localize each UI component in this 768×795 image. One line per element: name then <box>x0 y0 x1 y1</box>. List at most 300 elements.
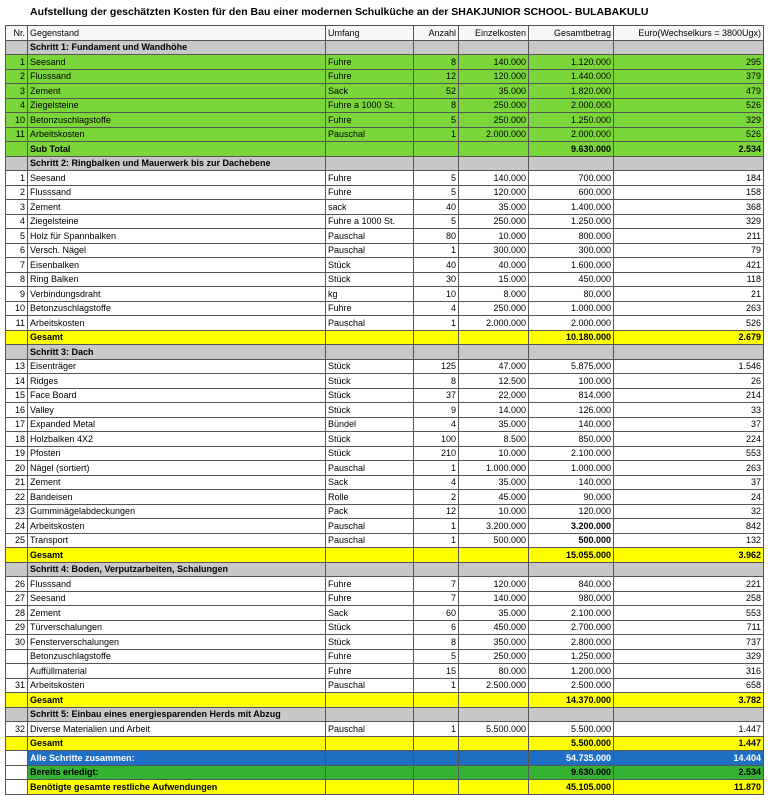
cell-unit: Stück <box>326 446 414 461</box>
cell-qty: 4 <box>414 417 459 432</box>
table-row <box>6 229 764 244</box>
cell-unit: Pauschal <box>326 722 414 737</box>
cell-qty: 125 <box>414 359 459 374</box>
cell-qty: 8 <box>414 55 459 70</box>
cell-nr <box>6 664 28 679</box>
cell-unit <box>326 765 414 780</box>
table-row <box>6 635 764 650</box>
cell-total: 500.000 <box>529 533 614 548</box>
cell-unit: Stück <box>326 374 414 389</box>
cell-total: 100.000 <box>529 374 614 389</box>
cell-nr: 27 <box>6 591 28 606</box>
cell-unit-cost: 140.000 <box>459 55 529 70</box>
cell-total: 1.200.000 <box>529 664 614 679</box>
cell-nr <box>6 330 28 345</box>
cell-qty: 1 <box>414 127 459 142</box>
table-row <box>6 606 764 621</box>
table-row <box>6 388 764 403</box>
cell-unit-cost: 35.000 <box>459 475 529 490</box>
grand-total-row <box>6 751 764 766</box>
cell-qty: 5 <box>414 185 459 200</box>
cell-item: Versch. Nägel <box>28 243 326 258</box>
cell-euro: 842 <box>614 519 764 534</box>
cell-total <box>529 156 614 171</box>
cell-nr <box>6 345 28 360</box>
cell-euro: 711 <box>614 620 764 635</box>
cell-item: Zement <box>28 606 326 621</box>
table-row <box>6 301 764 316</box>
cell-nr: 1 <box>6 55 28 70</box>
cell-total: 2.800.000 <box>529 635 614 650</box>
cell-qty: 6 <box>414 620 459 635</box>
cell-euro: 214 <box>614 388 764 403</box>
cell-euro <box>614 345 764 360</box>
cell-qty: 5 <box>414 113 459 128</box>
cell-nr: 20 <box>6 461 28 476</box>
cell-item: Arbeitskosten <box>28 678 326 693</box>
cell-total: 1.250.000 <box>529 113 614 128</box>
cell-qty: 1 <box>414 722 459 737</box>
cell-euro: 263 <box>614 301 764 316</box>
cell-item: Gesamt <box>28 736 326 751</box>
cell-total: 1.250.000 <box>529 649 614 664</box>
cell-item: Benötigte gesamte restliche Aufwendungen <box>28 780 326 795</box>
cell-item: Ziegelsteine <box>28 98 326 113</box>
cell-unit: Pauschal <box>326 316 414 331</box>
cell-item: Holz für Spannbalken <box>28 229 326 244</box>
cell-nr: 18 <box>6 432 28 447</box>
cell-euro: 479 <box>614 84 764 99</box>
cell-qty: 12 <box>414 504 459 519</box>
cell-unit <box>326 562 414 577</box>
cell-total: 300.000 <box>529 243 614 258</box>
cell-nr: 6 <box>6 243 28 258</box>
cell-item: Transport <box>28 533 326 548</box>
cell-item: Arbeitskosten <box>28 519 326 534</box>
cell-nr: 24 <box>6 519 28 534</box>
cell-euro <box>614 562 764 577</box>
cell-unit <box>326 142 414 157</box>
cell-unit-cost: 140.000 <box>459 171 529 186</box>
cell-total: 2.700.000 <box>529 620 614 635</box>
cell-euro: 3.782 <box>614 693 764 708</box>
header-row <box>6 26 764 41</box>
cell-euro <box>614 707 764 722</box>
cell-unit-cost: 45.000 <box>459 490 529 505</box>
cell-euro <box>614 40 764 55</box>
cell-qty <box>414 330 459 345</box>
cell-total: 700.000 <box>529 171 614 186</box>
table-row <box>6 185 764 200</box>
cell-qty <box>414 156 459 171</box>
cell-unit-cost: 140.000 <box>459 591 529 606</box>
total-row <box>6 330 764 345</box>
cell-total <box>529 40 614 55</box>
cell-item: Zement <box>28 84 326 99</box>
cell-euro: 2.534 <box>614 765 764 780</box>
cell-unit-cost <box>459 548 529 563</box>
cell-total: 15.055.000 <box>529 548 614 563</box>
cell-total: 5.875.000 <box>529 359 614 374</box>
cell-euro: 329 <box>614 214 764 229</box>
cell-unit: Sack <box>326 475 414 490</box>
cell-qty: 80 <box>414 229 459 244</box>
table-row <box>6 243 764 258</box>
cell-qty: 40 <box>414 258 459 273</box>
cell-unit: Fuhre a 1000 St. <box>326 214 414 229</box>
cell-unit: Stück <box>326 272 414 287</box>
cell-item: Expanded Metal <box>28 417 326 432</box>
cell-qty: 210 <box>414 446 459 461</box>
cell-euro: 737 <box>614 635 764 650</box>
cell-euro: 526 <box>614 98 764 113</box>
cell-unit: Stück <box>326 388 414 403</box>
table-row <box>6 591 764 606</box>
cell-unit-cost: 80.000 <box>459 664 529 679</box>
cell-item: Gegenstand <box>28 26 326 41</box>
cell-unit-cost <box>459 736 529 751</box>
cell-unit-cost: 250.000 <box>459 649 529 664</box>
cell-item: Flusssand <box>28 69 326 84</box>
cell-total: 2.000.000 <box>529 127 614 142</box>
cell-total: 1.820.000 <box>529 84 614 99</box>
cell-item: Schritt 5: Einbau eines energiesparenden Herds mit Abzug <box>28 707 326 722</box>
cell-euro: 24 <box>614 490 764 505</box>
cell-nr: 32 <box>6 722 28 737</box>
cell-nr: Nr. <box>6 26 28 41</box>
cell-total: 1.600.000 <box>529 258 614 273</box>
cell-qty: 1 <box>414 243 459 258</box>
cell-qty: 1 <box>414 519 459 534</box>
cell-total: 2.500.000 <box>529 678 614 693</box>
cell-unit <box>326 345 414 360</box>
cell-euro: 329 <box>614 113 764 128</box>
cell-total <box>529 562 614 577</box>
cell-total: 3.200.000 <box>529 519 614 534</box>
completed-row <box>6 765 764 780</box>
cell-unit: Umfang <box>326 26 414 41</box>
cell-unit: Pauschal <box>326 519 414 534</box>
cell-item: Flusssand <box>28 577 326 592</box>
total-row <box>6 548 764 563</box>
section-header-row <box>6 40 764 55</box>
cell-euro: 224 <box>614 432 764 447</box>
table-row <box>6 533 764 548</box>
cell-qty: 5 <box>414 171 459 186</box>
cell-unit: Fuhre <box>326 185 414 200</box>
table-row <box>6 359 764 374</box>
cell-qty <box>414 736 459 751</box>
table-row <box>6 374 764 389</box>
table-row <box>6 316 764 331</box>
cell-nr: 2 <box>6 185 28 200</box>
cell-item: Alle Schritte zusammen: <box>28 751 326 766</box>
cell-qty: 37 <box>414 388 459 403</box>
cell-unit <box>326 736 414 751</box>
table-row <box>6 200 764 215</box>
table-row <box>6 620 764 635</box>
cell-nr: 11 <box>6 127 28 142</box>
total-row <box>6 693 764 708</box>
cell-euro: 3.962 <box>614 548 764 563</box>
cell-nr <box>6 736 28 751</box>
cell-unit: Fuhre <box>326 69 414 84</box>
cell-euro: 11.870 <box>614 780 764 795</box>
cell-unit-cost: 250.000 <box>459 214 529 229</box>
cell-nr: 23 <box>6 504 28 519</box>
cell-euro: 37 <box>614 475 764 490</box>
cell-total: 9.630.000 <box>529 765 614 780</box>
cell-euro: 1.447 <box>614 736 764 751</box>
cell-item: Auffüllmaterial <box>28 664 326 679</box>
cell-nr: 22 <box>6 490 28 505</box>
cell-unit-cost: 12.500 <box>459 374 529 389</box>
cell-item: Zement <box>28 200 326 215</box>
cell-item: Betonzuschlagstoffe <box>28 113 326 128</box>
cell-euro: 158 <box>614 185 764 200</box>
cell-item: Schritt 3: Dach <box>28 345 326 360</box>
cell-total: 2.100.000 <box>529 446 614 461</box>
cell-euro: 421 <box>614 258 764 273</box>
cell-item: Valley <box>28 403 326 418</box>
cell-total: 1.250.000 <box>529 214 614 229</box>
cell-item: Bereits erledigt: <box>28 765 326 780</box>
cell-qty: 52 <box>414 84 459 99</box>
cell-item: Gumminägelabdeckungen <box>28 504 326 519</box>
cell-unit <box>326 156 414 171</box>
cell-qty <box>414 40 459 55</box>
table-row <box>6 98 764 113</box>
cell-total: 80.000 <box>529 287 614 302</box>
cell-nr: 21 <box>6 475 28 490</box>
cell-unit: Pauschal <box>326 533 414 548</box>
cell-qty: 8 <box>414 635 459 650</box>
cell-unit-cost: 8.000 <box>459 287 529 302</box>
cell-unit-cost <box>459 330 529 345</box>
cell-total: 54.735.000 <box>529 751 614 766</box>
cell-euro: 14.404 <box>614 751 764 766</box>
cell-euro: 526 <box>614 316 764 331</box>
cell-total: 1.400.000 <box>529 200 614 215</box>
cell-unit: Fuhre <box>326 664 414 679</box>
table-row <box>6 69 764 84</box>
cell-unit-cost: 10.000 <box>459 446 529 461</box>
cell-euro: 79 <box>614 243 764 258</box>
cell-total: 2.000.000 <box>529 98 614 113</box>
cell-euro: 26 <box>614 374 764 389</box>
cell-unit: Fuhre a 1000 St. <box>326 98 414 113</box>
cell-unit-cost: 250.000 <box>459 98 529 113</box>
cell-item: Ziegelsteine <box>28 214 326 229</box>
table-row <box>6 664 764 679</box>
cell-euro: 316 <box>614 664 764 679</box>
cell-total: 120.000 <box>529 504 614 519</box>
cell-unit: Fuhre <box>326 171 414 186</box>
cell-total: 126.000 <box>529 403 614 418</box>
cell-nr: 10 <box>6 301 28 316</box>
cell-qty: 7 <box>414 591 459 606</box>
cell-item: Schritt 2: Ringbalken und Mauerwerk bis zur Dachebene <box>28 156 326 171</box>
cell-total: 2.000.000 <box>529 316 614 331</box>
cell-unit: kg <box>326 287 414 302</box>
cell-qty <box>414 562 459 577</box>
cell-euro: 118 <box>614 272 764 287</box>
cell-nr: 25 <box>6 533 28 548</box>
table-row <box>6 519 764 534</box>
cell-unit-cost: 10.000 <box>459 229 529 244</box>
cell-nr: 8 <box>6 272 28 287</box>
cell-unit: Stück <box>326 620 414 635</box>
cell-unit-cost: 250.000 <box>459 113 529 128</box>
cell-item: Diverse Materialien und Arbeit <box>28 722 326 737</box>
cell-total: 140.000 <box>529 417 614 432</box>
cost-table <box>5 25 764 795</box>
cell-unit: Fuhre <box>326 55 414 70</box>
cell-euro: 526 <box>614 127 764 142</box>
table-row <box>6 490 764 505</box>
cell-total: 5.500.000 <box>529 736 614 751</box>
cell-item: Schritt 1: Fundament und Wandhöhe <box>28 40 326 55</box>
cell-unit <box>326 693 414 708</box>
cell-euro: 211 <box>614 229 764 244</box>
cell-nr: 7 <box>6 258 28 273</box>
table-row <box>6 446 764 461</box>
cell-nr <box>6 548 28 563</box>
cell-euro: 379 <box>614 69 764 84</box>
cell-nr <box>6 693 28 708</box>
cell-total: 800.000 <box>529 229 614 244</box>
cell-item: Arbeitskosten <box>28 316 326 331</box>
cell-euro: 221 <box>614 577 764 592</box>
cell-qty: 7 <box>414 577 459 592</box>
cell-item: Zement <box>28 475 326 490</box>
cell-euro: 1.546 <box>614 359 764 374</box>
cell-nr: 19 <box>6 446 28 461</box>
cell-qty: Anzahl <box>414 26 459 41</box>
cell-euro: 258 <box>614 591 764 606</box>
cell-nr: 16 <box>6 403 28 418</box>
cell-unit-cost: 8.500 <box>459 432 529 447</box>
cell-unit <box>326 707 414 722</box>
cell-item: Seesand <box>28 171 326 186</box>
cell-unit-cost: 120.000 <box>459 577 529 592</box>
cell-nr: 29 <box>6 620 28 635</box>
cell-nr: 30 <box>6 635 28 650</box>
cell-item: Gesamt <box>28 330 326 345</box>
table-row <box>6 577 764 592</box>
cell-unit-cost: 22.000 <box>459 388 529 403</box>
cell-qty <box>414 548 459 563</box>
cell-euro: 33 <box>614 403 764 418</box>
cell-qty: 8 <box>414 98 459 113</box>
cell-euro: 37 <box>614 417 764 432</box>
cell-item: Flusssand <box>28 185 326 200</box>
cell-item: Face Board <box>28 388 326 403</box>
cell-nr <box>6 40 28 55</box>
cell-qty <box>414 345 459 360</box>
cell-nr: 11 <box>6 316 28 331</box>
table-row <box>6 461 764 476</box>
table-row <box>6 678 764 693</box>
cell-euro: 32 <box>614 504 764 519</box>
cell-total: Gesamtbetrag <box>529 26 614 41</box>
cell-unit: Stück <box>326 403 414 418</box>
table-row <box>6 417 764 432</box>
table-row <box>6 649 764 664</box>
table-row <box>6 127 764 142</box>
cell-unit-cost: 35.000 <box>459 606 529 621</box>
cell-unit-cost: 3.200.000 <box>459 519 529 534</box>
cell-item: Ring Balken <box>28 272 326 287</box>
cell-nr <box>6 156 28 171</box>
cell-total: 1.440.000 <box>529 69 614 84</box>
cell-qty: 100 <box>414 432 459 447</box>
cell-item: Eisenbalken <box>28 258 326 273</box>
cell-unit-cost <box>459 562 529 577</box>
cell-nr: 4 <box>6 214 28 229</box>
table-row <box>6 722 764 737</box>
cell-total: 450.000 <box>529 272 614 287</box>
cell-unit: Sack <box>326 84 414 99</box>
cell-item: Seesand <box>28 55 326 70</box>
cell-unit-cost: 10.000 <box>459 504 529 519</box>
cell-total: 1.000.000 <box>529 301 614 316</box>
cell-nr: 3 <box>6 84 28 99</box>
cell-unit-cost: 450.000 <box>459 620 529 635</box>
cell-qty: 1 <box>414 316 459 331</box>
table-row <box>6 272 764 287</box>
cell-total: 5.500.000 <box>529 722 614 737</box>
cell-unit-cost: 5.500.000 <box>459 722 529 737</box>
cell-unit: Pack <box>326 504 414 519</box>
cell-qty: 40 <box>414 200 459 215</box>
cell-item: Sub Total <box>28 142 326 157</box>
cell-euro: 295 <box>614 55 764 70</box>
cell-euro: Euro(Wechselkurs = 3800Ugx) <box>614 26 764 41</box>
cell-unit: Stück <box>326 359 414 374</box>
cell-unit <box>326 330 414 345</box>
cell-unit-cost: 120.000 <box>459 69 529 84</box>
cell-total: 850.000 <box>529 432 614 447</box>
cell-item: Gesamt <box>28 548 326 563</box>
cell-euro: 132 <box>614 533 764 548</box>
cell-total: 45.105.000 <box>529 780 614 795</box>
sheet-title: Aufstellung der geschätzten Kosten für den Bau einer modernen Schulküche an der SHAKJUNIOR SCHOOL- BULABAKULU <box>30 6 649 18</box>
cell-unit: Fuhre <box>326 577 414 592</box>
table-row <box>6 287 764 302</box>
cell-item: Bandeisen <box>28 490 326 505</box>
cell-qty: 30 <box>414 272 459 287</box>
table-row <box>6 258 764 273</box>
cell-total: 90.000 <box>529 490 614 505</box>
cell-unit-cost <box>459 142 529 157</box>
cell-item: Verbindungsdraht <box>28 287 326 302</box>
cell-unit: Bündel <box>326 417 414 432</box>
cell-unit-cost: 2.000.000 <box>459 316 529 331</box>
cell-unit <box>326 40 414 55</box>
cell-unit: Fuhre <box>326 301 414 316</box>
table-row <box>6 504 764 519</box>
section-header-row <box>6 156 764 171</box>
cell-qty: 1 <box>414 533 459 548</box>
cell-total: 600.000 <box>529 185 614 200</box>
cell-euro: 553 <box>614 606 764 621</box>
cell-total: 1.120.000 <box>529 55 614 70</box>
cell-nr: 17 <box>6 417 28 432</box>
cell-qty: 8 <box>414 374 459 389</box>
cell-euro: 329 <box>614 649 764 664</box>
cell-nr: 1 <box>6 171 28 186</box>
